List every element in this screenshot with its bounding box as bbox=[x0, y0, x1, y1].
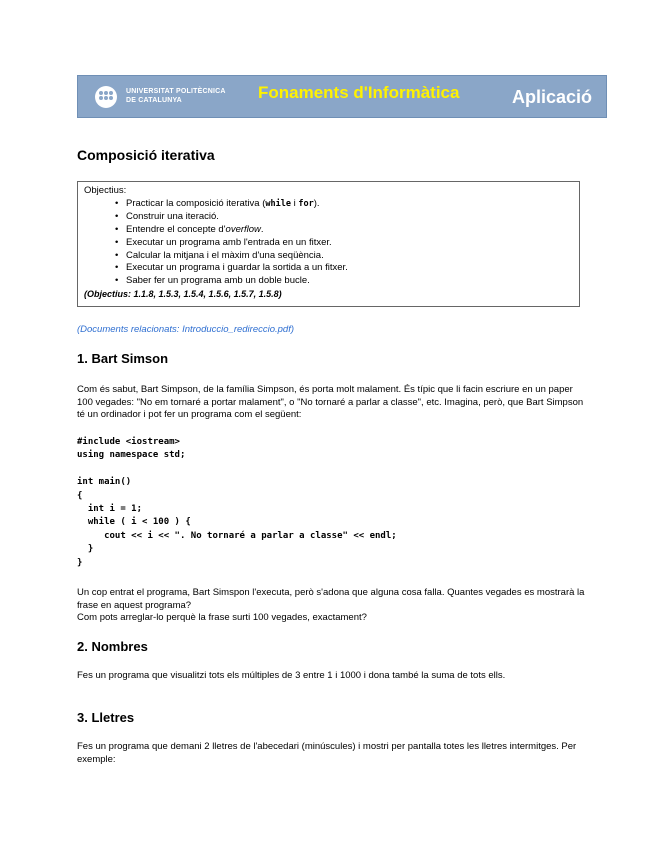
objective-item: • Entendre el concepte d'overflow. bbox=[126, 224, 573, 237]
section-2-title: 2. Nombres bbox=[77, 639, 148, 654]
section-3-title: 3. Lletres bbox=[77, 710, 135, 725]
objective-item: • Saber fer un programa amb un doble bucle. bbox=[126, 275, 573, 288]
objective-item: • Practicar la composició iterativa (while i for). bbox=[126, 198, 573, 211]
upc-logo-icon bbox=[95, 86, 117, 108]
page-title: Composició iterativa bbox=[77, 147, 215, 163]
section-3-text: Fes un programa que demani 2 lletres de l'abecedari (minúscules) i mostri per pantalla totes les lletres intermitges. Per exemple: bbox=[77, 741, 577, 765]
section-1-title: 1. Bart Simson bbox=[77, 351, 169, 366]
section-1-code: #include <iostream> using namespace std; int main() { int i = 1; while ( i < 100 ) { cout << i << ". No tornaré a parlar a classe" << endl; } } bbox=[77, 437, 397, 568]
objectives-heading: Objectius: bbox=[84, 185, 127, 196]
section-1-intro: Com és sabut, Bart Simpson, de la família Simpson, és porta molt malament. És típic que li facin escriure en un paper 100 vegades: "No em tornaré a portar malament", o "No tornaré a parlar a classe", etc. Imagina, però, que Bart Simpson té un ordinador i pot fer un programa com el següent: bbox=[77, 384, 584, 420]
section-1-question-1: Un cop entrat el programa, Bart Simspon l'executa, però s'adona que alguna cosa falla. Quantes vegades es mostrarà la frase en aquest programa? bbox=[77, 587, 585, 611]
objectives-list bbox=[84, 198, 573, 288]
objective-item: • Executar un programa i guardar la sortida a un fitxer. bbox=[126, 262, 573, 275]
related-documents-link[interactable]: (Documents relacionats: Introduccio_redireccio.pdf) bbox=[77, 324, 295, 335]
section-1-question-2: Com pots arreglar-lo perquè la frase surti 100 vegades, exactament? bbox=[77, 612, 367, 623]
section-label: Aplicació bbox=[512, 87, 593, 107]
section-2-text: Fes un programa que visualitzi tots els múltiples de 3 entre 1 i 1000 i dona també la suma de tots ells. bbox=[77, 670, 506, 681]
university-name: UNIVERSITAT POLITÈCNICA DE CATALUNYA bbox=[126, 88, 226, 104]
course-title: Fonaments d'Informàtica bbox=[258, 83, 460, 102]
objective-item: • Construir una iteració. bbox=[126, 211, 573, 224]
objectives-box bbox=[77, 181, 580, 307]
objective-item: • Executar un programa amb l'entrada en un fitxer. bbox=[126, 237, 573, 250]
objectives-refs: (Objectius: 1.1.8, 1.5.3, 1.5.4, 1.5.6, 1.5.7, 1.5.8) bbox=[84, 289, 282, 300]
objective-item: • Calcular la mitjana i el màxim d'una seqüència. bbox=[126, 250, 573, 263]
header-banner bbox=[77, 75, 607, 118]
